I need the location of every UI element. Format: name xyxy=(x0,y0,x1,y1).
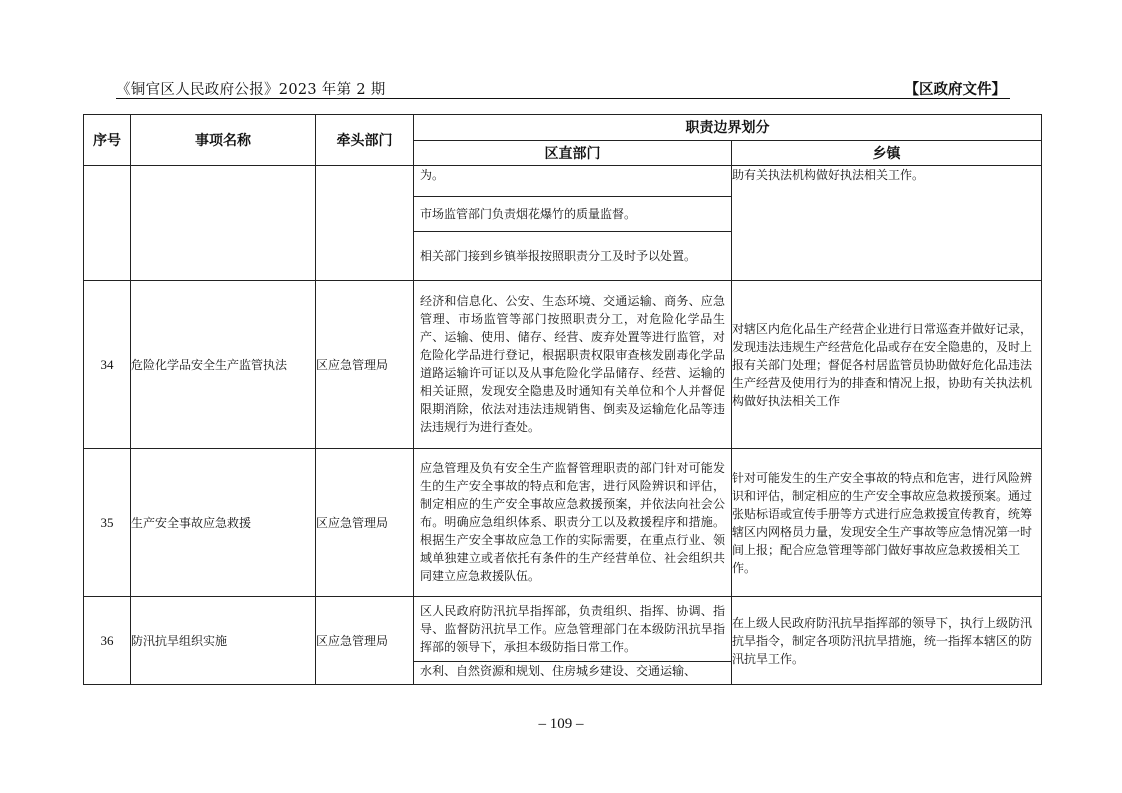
table-row xyxy=(84,281,1042,449)
row-num: 35 xyxy=(84,449,131,597)
row-item: 防汛抗旱组织实施 xyxy=(131,597,316,685)
table-row xyxy=(84,597,1042,685)
row-num xyxy=(84,166,131,281)
row-lead: 区应急管理局 xyxy=(316,597,414,685)
table-row xyxy=(84,166,1042,281)
header-boundary: 职责边界划分 xyxy=(414,115,1042,141)
header-town: 乡镇 xyxy=(732,140,1042,166)
row-town: 助有关执法机构做好执法相关工作。 xyxy=(732,166,1042,281)
row-district xyxy=(414,166,732,281)
district-duty: 为。 xyxy=(420,168,445,182)
header-divider xyxy=(116,98,1010,99)
district-duty: 经济和信息化、公安、生态环境、交通运输、商务、应急管理、市场监管等部门按照职责分工，对危险化学品生产、运输、使用、储存、经营、废弃处置等进行监管，对危险化学品进行登记，根据职责权限审查核发剧毒化学品道路运输许可证以及从事危险化学品储存、经营、运输的相关证照，发现安全隐患及时通知有关单位和个人并督促限期消除，依法对违法违规销售、倒卖及运输危化品等违法违规行为进行查处。 xyxy=(420,294,725,434)
header-item: 事项名称 xyxy=(131,115,316,166)
row-district xyxy=(414,281,732,449)
publication-title: 《铜官区人民政府公报》2023 年第 2 期 xyxy=(116,82,386,98)
header-district: 区直部门 xyxy=(414,140,732,166)
table-row xyxy=(84,449,1042,597)
row-town: 在上级人民政府防汛抗旱指挥部的领导下，执行上级防汛抗旱指令，制定各项防汛抗旱措施，统一指挥本辖区的防汛抗旱工作。 xyxy=(732,597,1042,685)
row-district xyxy=(414,449,732,597)
row-lead: 区应急管理局 xyxy=(316,281,414,449)
row-town: 针对可能发生的生产安全事故的特点和危害，进行风险辨识和评估，制定相应的生产安全事故应急救援预案。通过张贴标语或宣传手册等方式进行应急救援宣传教育，统筹辖区内网格员力量，发现安全生产事故等应急情况第一时间上报；配合应急管理等部门做好事故应急救援相关工作。 xyxy=(732,449,1042,597)
header-num: 序号 xyxy=(84,115,131,166)
district-duty: 区人民政府防汛抗旱指挥部，负责组织、指挥、协调、指导、监督防汛抗旱工作。应急管理部门在本级防汛抗旱指挥部的领导下，承担本级防指日常工作。 xyxy=(420,604,725,654)
district-duty: 相关部门接到乡镇举报按照职责分工及时予以处置。 xyxy=(414,231,731,280)
responsibility-table xyxy=(83,114,1042,685)
district-duty: 市场监管部门负责烟花爆竹的质量监督。 xyxy=(414,196,731,231)
row-lead xyxy=(316,166,414,281)
row-district xyxy=(414,597,732,685)
row-num: 34 xyxy=(84,281,131,449)
row-item: 生产安全事故应急救援 xyxy=(131,449,316,597)
district-duty: 水利、自然资源和规划、住房城乡建设、交通运输、 xyxy=(414,661,731,682)
page-number: – 109 – xyxy=(538,716,584,732)
row-num: 36 xyxy=(84,597,131,685)
section-label: 【区政府文件】 xyxy=(904,81,1006,98)
row-town: 对辖区内危化品生产经营企业进行日常巡查并做好记录，发现违法违规生产经营危化品或存在安全隐患的，及时上报有关部门处理；督促各村居监管员协助做好危化品违法生产经营及使用行为的排查和情况上报，协助有关执法机构做好执法相关工作 xyxy=(732,281,1042,449)
row-item: 危险化学品安全生产监管执法 xyxy=(131,281,316,449)
row-item xyxy=(131,166,316,281)
row-lead: 区应急管理局 xyxy=(316,449,414,597)
district-duty: 应急管理及负有安全生产监督管理职责的部门针对可能发生的生产安全事故的特点和危害，进行风险辨识和评估，制定相应的生产安全事故应急救援预案，并依法向社会公布。明确应急组织体系、职责分工以及救援程序和措施。根据生产安全事故应急工作的实际需要，在重点行业、领域单独建立或者依托有条件的生产经营单位、社会组织共同建立应急救援队伍。 xyxy=(420,461,725,583)
header-lead: 牵头部门 xyxy=(316,115,414,166)
